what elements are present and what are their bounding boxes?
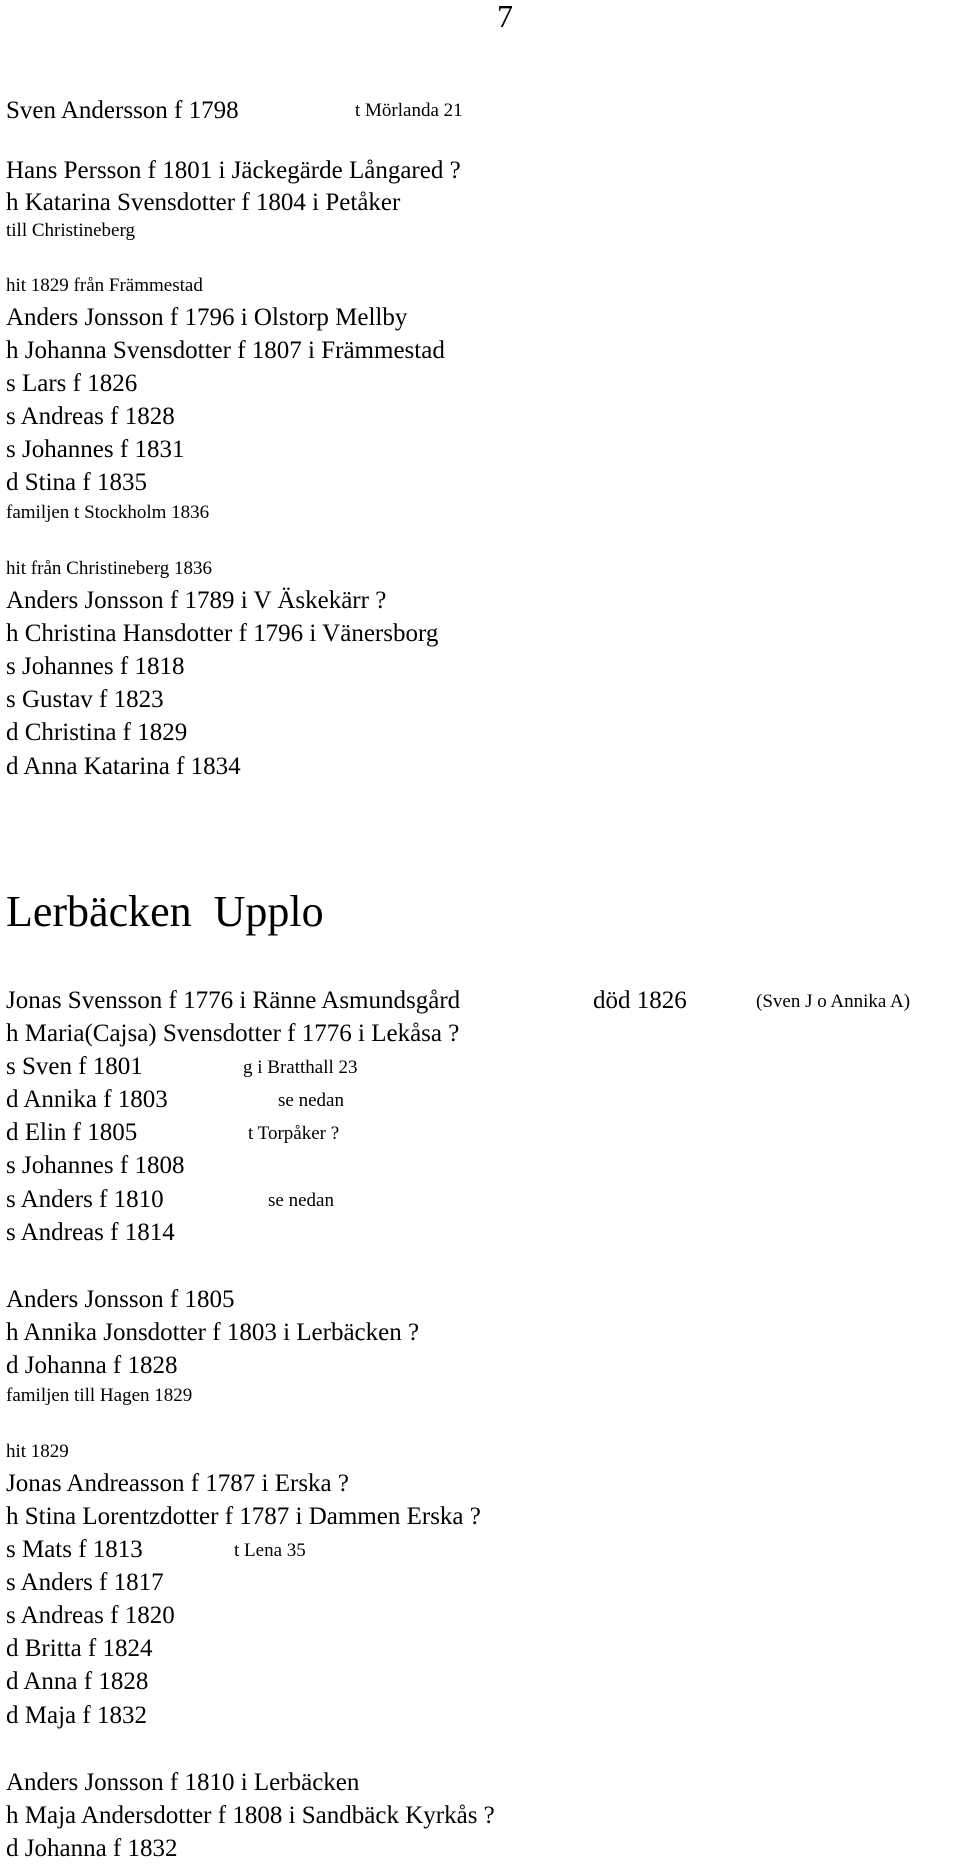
entry-line: d Johanna f 1828 <box>6 1352 178 1379</box>
entry-line: Jonas Andreasson f 1787 i Erska ? <box>6 1470 349 1497</box>
entry-line: d Anna f 1828 <box>6 1668 149 1695</box>
entry-line: Sven Andersson f 1798 <box>6 97 239 124</box>
entry-note: hit 1829 från Främmestad <box>6 275 203 296</box>
entry-death: död 1826 <box>593 987 687 1014</box>
entry-note: familjen t Stockholm 1836 <box>6 502 210 523</box>
entry-line: d Stina f 1835 <box>6 469 147 496</box>
entry-line: s Anders f 1810 <box>6 1186 164 1213</box>
entry-line: s Andreas f 1814 <box>6 1219 175 1246</box>
entry-line: h Christina Hansdotter f 1796 i Vänersborg <box>6 620 439 647</box>
entry-note: till Christineberg <box>6 220 135 241</box>
entry-line: d Christina f 1829 <box>6 719 188 746</box>
entry-note: g i Bratthall 23 <box>243 1057 358 1078</box>
entry-note: hit 1829 <box>6 1441 69 1462</box>
entry-line: h Annika Jonsdotter f 1803 i Lerbäcken ? <box>6 1319 420 1346</box>
entry-line: s Johannes f 1808 <box>6 1152 185 1179</box>
entry-line: s Gustav f 1823 <box>6 686 164 713</box>
entry-line: h Maja Andersdotter f 1808 i Sandbäck Kyrkås ? <box>6 1802 495 1829</box>
entry-line: s Johannes f 1818 <box>6 653 185 680</box>
entry-line: d Anna Katarina f 1834 <box>6 753 241 780</box>
entry-note: (Sven J o Annika A) <box>756 991 911 1012</box>
entry-note: se nedan <box>278 1090 344 1111</box>
entry-line: s Anders f 1817 <box>6 1569 164 1596</box>
entry-note: se nedan <box>268 1190 334 1211</box>
entry-note: t Lena 35 <box>234 1540 306 1561</box>
entry-line: Anders Jonsson f 1805 <box>6 1286 235 1313</box>
entry-line: Anders Jonsson f 1810 i Lerbäcken <box>6 1769 360 1796</box>
entry-note: t Torpåker ? <box>248 1123 340 1144</box>
entry-line: h Maria(Cajsa) Svensdotter f 1776 i Lekåsa ? <box>6 1020 460 1047</box>
entry-note: t Mörlanda 21 <box>355 100 463 121</box>
entry-line: d Elin f 1805 <box>6 1119 138 1146</box>
entry-line: s Sven f 1801 <box>6 1053 143 1080</box>
entry-line: h Johanna Svensdotter f 1807 i Främmestad <box>6 337 445 364</box>
entry-line: d Annika f 1803 <box>6 1086 168 1113</box>
entry-line: h Stina Lorentzdotter f 1787 i Dammen Erska ? <box>6 1503 481 1530</box>
page-number: 7 <box>497 0 513 34</box>
entry-line: s Lars f 1826 <box>6 370 138 397</box>
entry-line: h Katarina Svensdotter f 1804 i Petåker <box>6 189 401 216</box>
entry-line: Jonas Svensson f 1776 i Ränne Asmundsgård <box>6 987 461 1014</box>
entry-line: d Britta f 1824 <box>6 1635 153 1662</box>
entry-line: Hans Persson f 1801 i Jäckegärde Långared ? <box>6 157 461 184</box>
entry-line: s Mats f 1813 <box>6 1536 143 1563</box>
entry-line: s Andreas f 1828 <box>6 403 175 430</box>
entry-note: familjen till Hagen 1829 <box>6 1385 193 1406</box>
entry-line: s Johannes f 1831 <box>6 436 185 463</box>
entry-line: Anders Jonsson f 1796 i Olstorp Mellby <box>6 304 408 331</box>
entry-line: d Johanna f 1832 <box>6 1835 178 1862</box>
entry-line: Anders Jonsson f 1789 i V Äskekärr ? <box>6 587 387 614</box>
entry-note: hit från Christineberg 1836 <box>6 558 212 579</box>
section-heading: Lerbäcken Upplo <box>6 887 324 936</box>
entry-line: d Maja f 1832 <box>6 1702 147 1729</box>
entry-line: s Andreas f 1820 <box>6 1602 175 1629</box>
